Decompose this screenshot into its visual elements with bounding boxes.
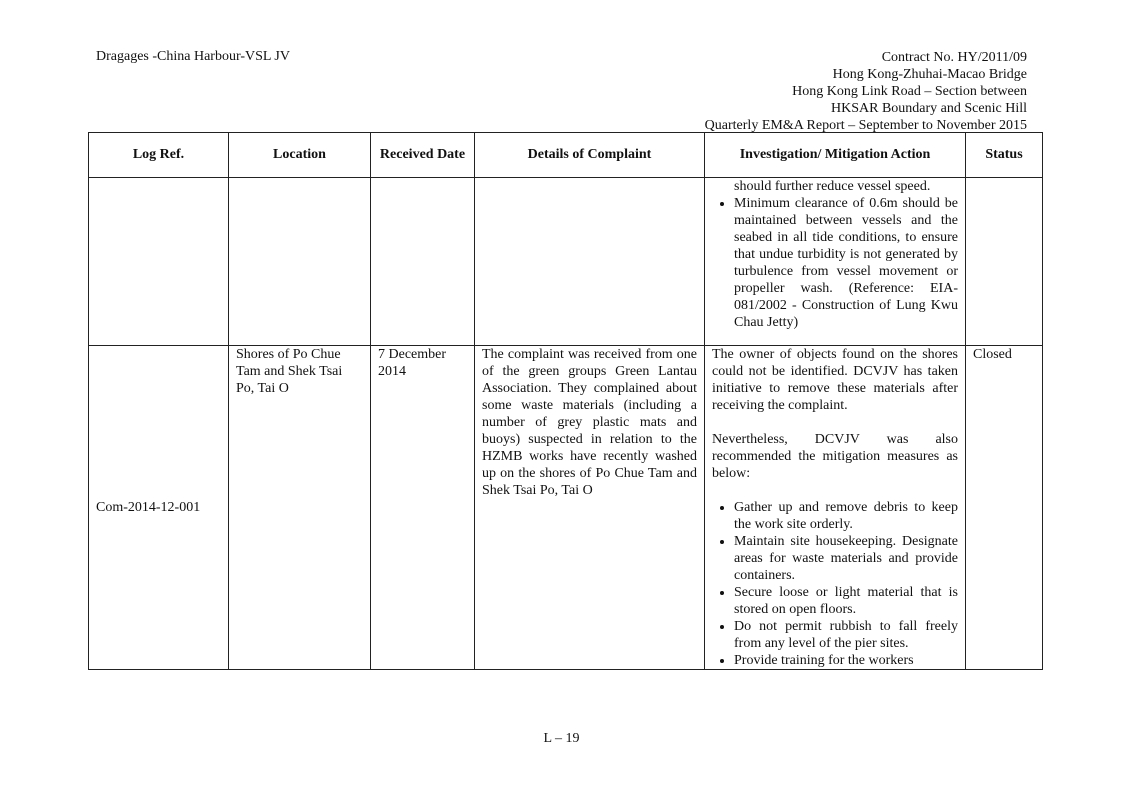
- date-cell: 7 December 2014: [371, 346, 475, 670]
- action-cell: [705, 178, 966, 346]
- contract-line: Quarterly EM&A Report – September to November 2015: [704, 118, 1027, 133]
- col-location: Location: [229, 133, 371, 178]
- action-continuation: should further reduce vessel speed.: [734, 179, 931, 194]
- col-log-ref: Log Ref.: [89, 133, 229, 178]
- table-row: [89, 178, 1043, 346]
- action-paragraph: Nevertheless, DCVJV was also recommended the mitigation measures as below:: [712, 432, 958, 481]
- action-paragraph: The owner of objects found on the shores could not be identified. DCVJV has taken initiative to remove these materials after receiving the complaint.: [712, 347, 958, 413]
- date-cell: [371, 178, 475, 346]
- list-item: • Do not permit rubbish to fall freely from any level of the pier sites.: [734, 618, 958, 652]
- contract-line: Hong Kong Link Road – Section between: [792, 84, 1027, 99]
- details-cell: The complaint was received from one of the green groups Green Lantau Association. They complained about some waste materials (including a number of grey plastic mats and buoys) suspected in relation to the HZMB works have recently washed up on the shores of Po Chue Tam and Shek Tsai Po, Tai O: [475, 346, 705, 670]
- details-cell: [475, 178, 705, 346]
- complaint-log-table: [88, 132, 1043, 670]
- list-item: • Provide training for the workers: [734, 652, 958, 669]
- col-received-date: Received Date: [371, 133, 475, 178]
- contract-info: [705, 49, 1027, 134]
- mitigation-list: [712, 195, 958, 331]
- table-header-row: [89, 133, 1043, 178]
- contractor-name: Dragages -China Harbour-VSL JV: [96, 49, 290, 64]
- status-cell: [966, 178, 1043, 346]
- mitigation-list: [712, 499, 958, 669]
- log-ref-cell: [89, 178, 229, 346]
- location-cell: [229, 178, 371, 346]
- location-cell: Shores of Po Chue Tam and Shek Tsai Po, Tai O: [229, 346, 371, 670]
- list-item: • Minimum clearance of 0.6m should be maintained between vessels and the seabed in all tide conditions, to ensure that undue turbidity is not generated by turbulence from vessel movement or propeller wash. (Reference: EIA-081/2002 - Construction of Lung Kwu Chau Jetty): [734, 195, 958, 331]
- table-row: [89, 346, 1043, 670]
- col-details: Details of Complaint: [475, 133, 705, 178]
- list-item: • Maintain site housekeeping. Designate areas for waste materials and provide containers.: [734, 533, 958, 584]
- col-status: Status: [966, 133, 1043, 178]
- log-ref-cell: Com-2014-12-001: [89, 346, 229, 670]
- contract-line: Hong Kong-Zhuhai-Macao Bridge: [832, 67, 1027, 82]
- col-action: Investigation/ Mitigation Action: [705, 133, 966, 178]
- contract-line: HKSAR Boundary and Scenic Hill: [831, 101, 1027, 116]
- list-item: • Secure loose or light material that is stored on open floors.: [734, 584, 958, 618]
- list-item: • Gather up and remove debris to keep the work site orderly.: [734, 499, 958, 533]
- page-number: L – 19: [543, 731, 580, 746]
- action-cell: [705, 346, 966, 670]
- status-cell: Closed: [966, 346, 1043, 670]
- contract-line: Contract No. HY/2011/09: [881, 50, 1027, 65]
